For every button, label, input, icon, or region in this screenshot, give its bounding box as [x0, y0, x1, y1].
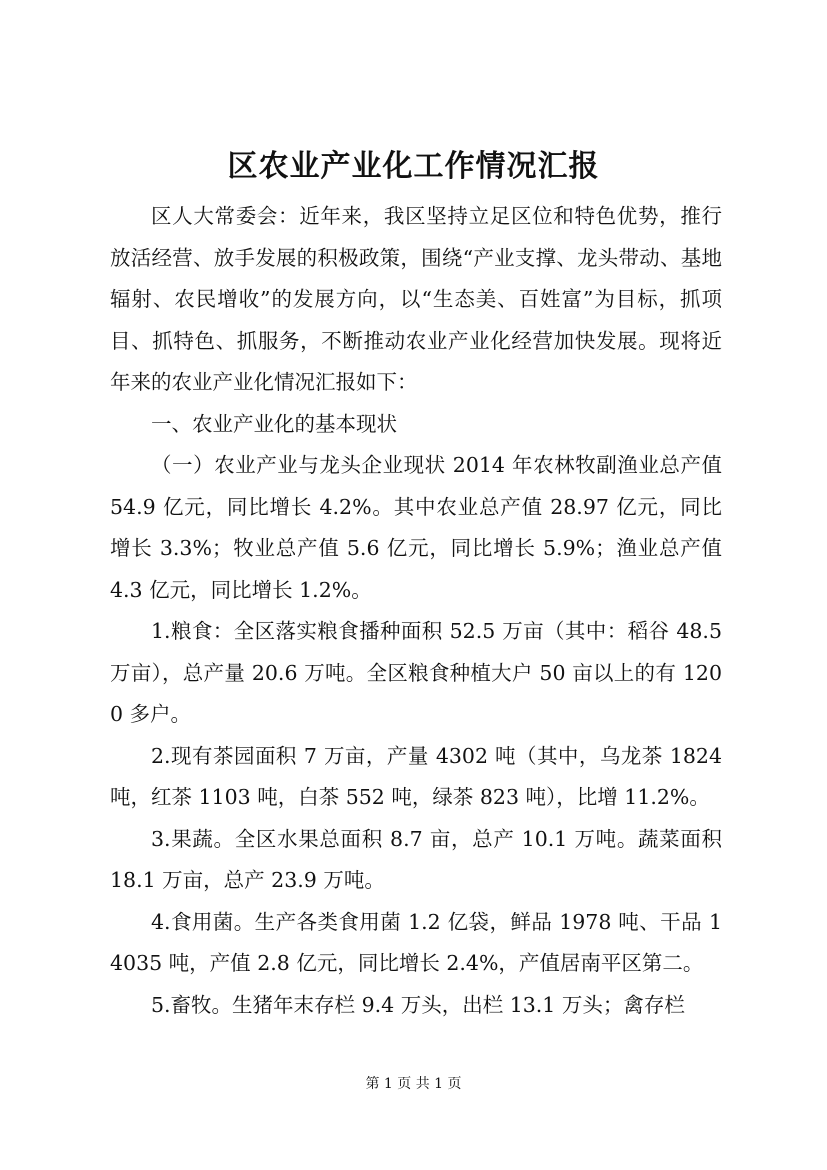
section-heading: 一、农业产业化的基本现状 — [151, 411, 397, 436]
paragraph-grain: 1.粮食：全区落实粮食播种面积 52.5 万亩（其中：稻谷 48.5 万亩），总产量 20.6 万吨。全区粮食种植大户 50 亩以上的有 1200 多户。 — [110, 619, 722, 726]
paragraph-mushrooms: 4.食用菌。生产各类食用菌 1.2 亿袋，鲜品 1978 吨、干品 14035 吨，产值 2.8 亿元，同比增长 2.4%，产值居南平区第二。 — [110, 909, 722, 975]
paragraph-livestock: 5.畜牧。生猪年末存栏 9.4 万头，出栏 13.1 万头；禽存栏 — [151, 992, 685, 1017]
paragraph-tea: 2.现有茶园面积 7 万亩，产量 4302 吨（其中，乌龙茶 1824 吨，红茶 1103 吨，白茶 552 吨，绿茶 823 吨），比增 11.2%。 — [110, 743, 722, 809]
paragraph-greeting: 区人大常委会：近年来，我区坚持立足区位和特色优势，推行放活经营、放手发展的积极政策，围绕“产业支撑、龙头带动、基地辐射、农民增收”的发展方向，以“生态美、百姓富”为目标，抓项目、抓特色、抓服务，不断推动农业产业化经营加快发展。现将近年来的农业产业化情况汇报如下： — [110, 204, 722, 394]
document-title: 区农业产业化工作情况汇报 — [227, 149, 600, 184]
paragraph-overview: （一）农业产业与龙头企业现状 2014 年农林牧副渔业总产值 54.9 亿元，同比增长 4.2%。其中农业总产值 28.97 亿元，同比增长 3.3%；牧业总产值 5.6 亿元，同比增长 5.9%；渔业总产值 4.3 亿元，同比增长 1.2%。 — [110, 453, 722, 602]
paragraph-fruit-vegetables: 3.果蔬。全区水果总面积 8.7 亩，总产 10.1 万吨。蔬菜面积 18.1 万亩，总产 23.9 万吨。 — [110, 826, 722, 892]
page-number-footer: 第 1 页 共 1 页 — [365, 1076, 462, 1092]
document-body — [110, 196, 722, 1026]
